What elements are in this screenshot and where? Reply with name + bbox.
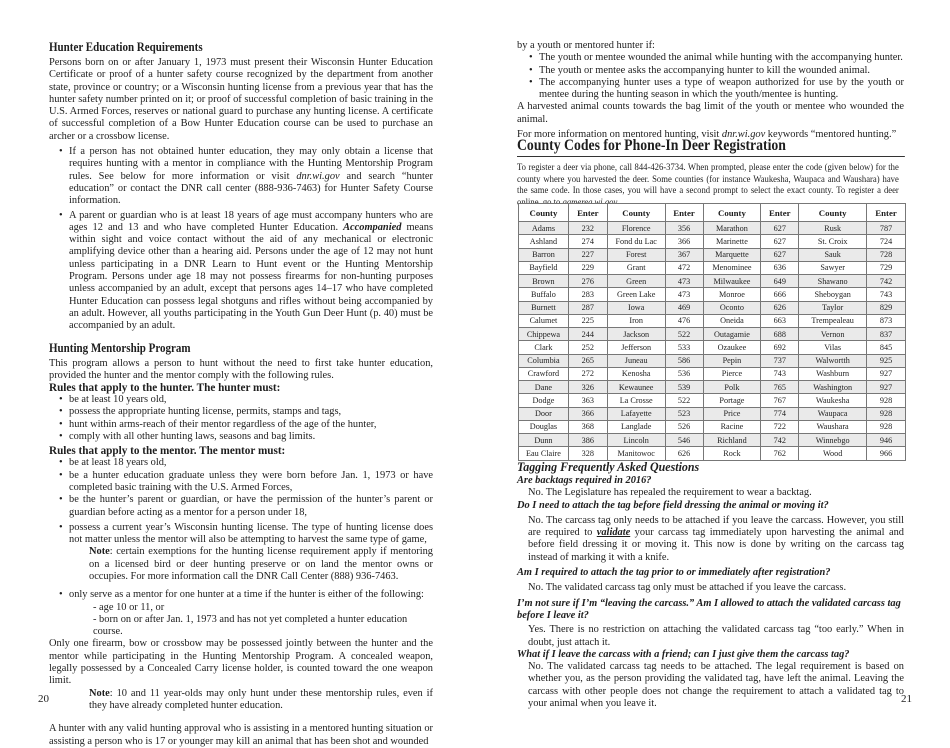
faq-question-4: I’m not sure if I’m “leaving the carcass.” Am I allowed to attach the validated carcass tag before I leave it?	[517, 597, 901, 621]
county-name-cell: Manitowoc	[607, 447, 665, 460]
county-name-cell: Waupaca	[799, 407, 867, 420]
county-name-cell: Shawano	[799, 275, 867, 288]
county-name-cell: Iowa	[607, 301, 665, 314]
mentor-sub-1: - age 10 or 11, or	[93, 601, 165, 613]
county-name-cell: Waukesha	[799, 394, 867, 407]
table-row	[519, 248, 906, 261]
county-name-cell: Menominee	[703, 261, 761, 274]
harvested-text: A harvested animal counts towards the bag limit of the youth or mentee who wounded the animal.	[517, 101, 904, 125]
more-info-text: For more information on mentored hunting, visit dnr.wi.gov keywords “mentored hunting.”	[517, 129, 897, 141]
county-name-cell: Forest	[607, 248, 665, 261]
faq-heading: Tagging Frequently Asked Questions	[517, 459, 700, 474]
county-code-cell: 472	[665, 261, 703, 274]
county-name-cell: Dunn	[519, 434, 569, 447]
county-name-cell: Oneida	[703, 314, 761, 327]
county-code-cell: 229	[568, 261, 607, 274]
county-name-cell: Juneau	[607, 354, 665, 367]
col-header-county: County	[607, 204, 665, 222]
table-row	[519, 447, 906, 460]
county-code-table	[518, 203, 906, 461]
county-name-cell: Sawyer	[799, 261, 867, 274]
mentor-rule: • be the hunter’s parent or guardian, or have the permission of the hunter’s parent or guardian before acting as a mentor for a person under 18,	[57, 494, 433, 519]
county-code-cell: 232	[568, 222, 607, 235]
table-row	[519, 434, 906, 447]
hunter-rules-title: Rules that apply to the hunter. The hunter must:	[49, 382, 281, 395]
county-name-cell: Douglas	[519, 420, 569, 433]
mentor-note-2: Note: 10 and 11 year-olds may only hunt under these mentorship rules, even if they have already completed hunter education.	[89, 687, 433, 711]
hunter-ed-bullet-2: • A parent or guardian who is at least 18 years of age must accompany hunters who are ages 12 and 13 and who have completed Hunter Education. Accompanied means within sight and voice contact without the aid of any mechanical or electronic amplifying device other than a hearing aid. Persons under the age of 12 may not hunt unless participating in a DNR Learn to Hunt event or the Hunting Mentorship Program. Persons under age 18 may not possess firearms for non-hunting purposes unless accompanied by an adult, except that persons ages 14–17 who have completed Hunter Education can possess legal shotguns and rifles without being accompanied by an adult. However, all youths participating in the Youth Gun Deer Hunt (p. 40) must be accompanied by an adult.	[57, 210, 433, 333]
cont-bullet: • The accompanying hunter uses a type of weapon authorized for use by the youth or mentee during the hunting season in which the youth/mentee is hunting.	[527, 77, 904, 102]
county-code-cell: 283	[568, 288, 607, 301]
county-code-cell: 925	[867, 354, 906, 367]
table-header-row	[519, 204, 906, 222]
table-row	[519, 354, 906, 367]
county-code-cell: 737	[761, 354, 799, 367]
county-code-cell: 522	[665, 328, 703, 341]
county-code-cell: 522	[665, 394, 703, 407]
faq-question-2: Do I need to attach the tag before field dressing the animal or moving it?	[517, 499, 829, 511]
county-name-cell: Eau Claire	[519, 447, 569, 460]
mentor-note-1: Note: certain exemptions for the hunting license requirement apply if mentoring on a licensed bird or deer hunting preserve or on land the mentor owns or occupies. For more information call the DNR Call Center (888) 936-7463.	[89, 546, 433, 582]
county-name-cell: St. Croix	[799, 235, 867, 248]
table-row	[519, 394, 906, 407]
county-code-cell: 626	[761, 301, 799, 314]
hunter-rule: • be at least 10 years old,	[57, 394, 433, 406]
county-name-cell: Oconto	[703, 301, 761, 314]
county-name-cell: Florence	[607, 222, 665, 235]
table-row	[519, 261, 906, 274]
cont-bullet: • The youth or mentee asks the accompanying hunter to kill the wounded animal.	[527, 65, 904, 77]
county-code-cell: 928	[867, 420, 906, 433]
county-code-cell: 829	[867, 301, 906, 314]
county-name-cell: Kewaunee	[607, 381, 665, 394]
county-name-cell: Green Lake	[607, 288, 665, 301]
county-code-cell: 742	[761, 434, 799, 447]
table-row	[519, 341, 906, 354]
county-code-cell: 252	[568, 341, 607, 354]
hunter-rule: • comply with all other hunting laws, seasons and bag limits.	[57, 431, 433, 443]
county-code-cell: 473	[665, 288, 703, 301]
county-name-cell: Dane	[519, 381, 569, 394]
county-code-cell: 722	[761, 420, 799, 433]
county-code-cell: 523	[665, 407, 703, 420]
county-name-cell: Marathon	[703, 222, 761, 235]
county-code-cell: 692	[761, 341, 799, 354]
county-name-cell: Clark	[519, 341, 569, 354]
mentor-heading: Hunting Mentorship Program	[49, 340, 191, 355]
county-name-cell: Richland	[703, 434, 761, 447]
county-name-cell: Winnebgo	[799, 434, 867, 447]
county-name-cell: Portage	[703, 394, 761, 407]
faq-question-5: What if I leave the carcass with a friend; can I just give them the carcass tag?	[517, 648, 850, 660]
faq-question-1: Are backtags required in 2016?	[517, 475, 652, 486]
county-name-cell: Crawford	[519, 367, 569, 380]
county-name-cell: Trempealeau	[799, 314, 867, 327]
county-code-cell: 366	[665, 235, 703, 248]
county-code-cell: 586	[665, 354, 703, 367]
county-code-cell: 272	[568, 367, 607, 380]
county-code-cell: 476	[665, 314, 703, 327]
county-code-cell: 765	[761, 381, 799, 394]
col-header-enter: Enter	[665, 204, 703, 222]
county-code-cell: 533	[665, 341, 703, 354]
county-code-cell: 688	[761, 328, 799, 341]
county-name-cell: Washburn	[799, 367, 867, 380]
page-number-left: 20	[38, 693, 49, 705]
county-code-cell: 386	[568, 434, 607, 447]
county-code-cell: 366	[568, 407, 607, 420]
mentor-rule-only-serve: • only serve as a mentor for one hunter at a time if the hunter is either of the following:	[57, 589, 433, 601]
county-code-cell: 767	[761, 394, 799, 407]
county-code-cell: 928	[867, 407, 906, 420]
county-code-cell: 627	[761, 222, 799, 235]
county-name-cell: Wood	[799, 447, 867, 460]
county-name-cell: Rusk	[799, 222, 867, 235]
county-code-cell: 546	[665, 434, 703, 447]
county-code-cell: 636	[761, 261, 799, 274]
county-code-cell: 328	[568, 447, 607, 460]
county-code-cell: 225	[568, 314, 607, 327]
col-header-enter: Enter	[867, 204, 906, 222]
county-code-cell: 287	[568, 301, 607, 314]
county-name-cell: Outagamie	[703, 328, 761, 341]
county-name-cell: Grant	[607, 261, 665, 274]
county-name-cell: Sheboygan	[799, 288, 867, 301]
county-name-cell: Walwortth	[799, 354, 867, 367]
county-name-cell: Fond du Lac	[607, 235, 665, 248]
county-code-cell: 265	[568, 354, 607, 367]
county-code-cell: 649	[761, 275, 799, 288]
county-name-cell: Taylor	[799, 301, 867, 314]
county-name-cell: Langlade	[607, 420, 665, 433]
county-name-cell: Burnett	[519, 301, 569, 314]
county-code-cell: 244	[568, 328, 607, 341]
faq-answer-4: Yes. There is no restriction on attaching the validated carcass tag “too early.” When in doubt, just attach it.	[528, 624, 904, 648]
county-code-cell: 728	[867, 248, 906, 261]
county-code-cell: 536	[665, 367, 703, 380]
county-code-cell: 724	[867, 235, 906, 248]
county-code-cell: 762	[761, 447, 799, 460]
county-code-cell: 627	[761, 248, 799, 261]
county-code-cell: 837	[867, 328, 906, 341]
county-code-cell: 927	[867, 381, 906, 394]
table-row	[519, 407, 906, 420]
hunter-rule: • hunt within arms-reach of their mentor regardless of the age of the hunter,	[57, 419, 433, 431]
county-name-cell: Lincoln	[607, 434, 665, 447]
county-name-cell: Dodge	[519, 394, 569, 407]
county-name-cell: Sauk	[799, 248, 867, 261]
county-name-cell: Marquette	[703, 248, 761, 261]
table-row	[519, 301, 906, 314]
hunter-ed-intro: Persons born on or after January 1, 1973 must present their Wisconsin Hunter Education Certificate or proof of a hunter safety course recognized by the department from another state, province or country; or a Wisconsin hunting license from a previous year that has the hunter safety number printed on it; or proof of successful completion of basic training in the U.S. Armed Forces, reserves or national guard to purchase any hunting license. A certificate of successful completion of a Bow Hunter Education course can be used to purchase an archer or a crossbow license.	[49, 57, 433, 142]
county-codes-intro: To register a deer via phone, call 844-426-3734. When prompted, please enter the code (given below) for the county where you harvested the deer. Some counties (for instance Waukesha, Waupaca and Waushara) have the same code. In those cases, you will have a second prompt to select the exact county. To register a deer	[517, 163, 899, 209]
county-name-cell: Vilas	[799, 341, 867, 354]
faq-question-3: Am I required to attach the tag prior to or immediately after registration?	[517, 567, 831, 579]
county-name-cell: Jefferson	[607, 341, 665, 354]
col-header-enter: Enter	[761, 204, 799, 222]
mentor-intro: This program allows a person to hunt without the need to first take hunter education, provided the hunter and the mentor comply with the following rules.	[49, 357, 433, 381]
county-code-cell: 743	[761, 367, 799, 380]
county-code-cell: 626	[665, 447, 703, 460]
assist-text: A hunter with any valid hunting approval who is assisting in a mentored hunting situation or assisting a person who is 17 or younger may kill an animal that has been shot and wounded	[49, 723, 433, 747]
faq-answer-1: No. The Legislature has repealed the requirement to wear a backtag.	[528, 487, 812, 499]
col-header-county: County	[799, 204, 867, 222]
col-header-county: County	[703, 204, 761, 222]
continued-line: by a youth or mentored hunter if:	[517, 40, 655, 51]
county-name-cell: Waushara	[799, 420, 867, 433]
county-code-cell: 368	[568, 420, 607, 433]
county-name-cell: Columbia	[519, 354, 569, 367]
county-code-cell: 227	[568, 248, 607, 261]
county-name-cell: Pierce	[703, 367, 761, 380]
table-row	[519, 222, 906, 235]
table-row	[519, 275, 906, 288]
page-number-right: 21	[901, 693, 912, 705]
mentor-sub-2: - born on or after Jan. 1, 1973 and has not yet completed a hunter education course.	[93, 613, 408, 638]
county-name-cell: Iron	[607, 314, 665, 327]
county-name-cell: Jackson	[607, 328, 665, 341]
mentor-rule: • be at least 18 years old,	[57, 457, 433, 469]
table-row	[519, 328, 906, 341]
dnr-link[interactable]: dnr.wi.gov	[721, 129, 766, 141]
county-name-cell: Vernon	[799, 328, 867, 341]
county-code-cell: 742	[867, 275, 906, 288]
county-name-cell: Racine	[703, 420, 761, 433]
table-row	[519, 314, 906, 327]
table-row	[519, 420, 906, 433]
county-code-cell: 966	[867, 447, 906, 460]
county-name-cell: La Crosse	[607, 394, 665, 407]
county-name-cell: Price	[703, 407, 761, 420]
county-name-cell: Green	[607, 275, 665, 288]
faq-answer-5: No. The validated carcass tag needs to be attached. The legal requirement is based on whether you, as the person providing the validated tag, have left the animal. Leaving the carcass with other people does not change the requirement to attach a validated tag to your animal when you leave it.	[528, 661, 904, 710]
county-name-cell: Pepin	[703, 354, 761, 367]
county-code-cell: 845	[867, 341, 906, 354]
county-code-cell: 276	[568, 275, 607, 288]
col-header-county: County	[519, 204, 569, 222]
county-code-cell: 274	[568, 235, 607, 248]
faq-answer-3: No. The validated carcass tag only must be attached if you leave the carcass.	[528, 582, 847, 594]
cont-bullet: • The youth or mentee wounded the animal while hunting with the accompanying hunter.	[527, 52, 904, 64]
county-name-cell: Washington	[799, 381, 867, 394]
county-code-cell: 946	[867, 434, 906, 447]
county-code-cell: 774	[761, 407, 799, 420]
county-code-cell: 663	[761, 314, 799, 327]
col-header-enter: Enter	[568, 204, 607, 222]
county-code-cell: 927	[867, 367, 906, 380]
county-code-cell: 367	[665, 248, 703, 261]
table-row	[519, 367, 906, 380]
county-code-cell: 356	[665, 222, 703, 235]
county-code-cell: 873	[867, 314, 906, 327]
county-code-cell: 787	[867, 222, 906, 235]
county-name-cell: Marinette	[703, 235, 761, 248]
county-code-cell: 666	[761, 288, 799, 301]
county-name-cell: Milwaukee	[703, 275, 761, 288]
county-code-cell: 729	[867, 261, 906, 274]
county-code-cell: 928	[867, 394, 906, 407]
table-row	[519, 288, 906, 301]
dnr-link[interactable]: dnr.wi.gov	[296, 170, 340, 182]
mentor-rules-title: Rules that apply to the mentor. The mentor must:	[49, 445, 286, 458]
county-name-cell: Rock	[703, 447, 761, 460]
county-code-cell: 363	[568, 394, 607, 407]
county-name-cell: Bayfield	[519, 261, 569, 274]
county-code-cell: 469	[665, 301, 703, 314]
county-name-cell: Buffalo	[519, 288, 569, 301]
county-name-cell: Brown	[519, 275, 569, 288]
county-name-cell: Chippewa	[519, 328, 569, 341]
county-code-cell: 326	[568, 381, 607, 394]
county-code-cell: 526	[665, 420, 703, 433]
table-row	[519, 381, 906, 394]
mentor-rule: • be a hunter education graduate unless they were born before Jan. 1, 1973 or have completed basic training with the U.S. Armed Forces,	[57, 470, 433, 495]
county-name-cell: Lafayette	[607, 407, 665, 420]
hunter-ed-heading: Hunter Education Requirements	[49, 40, 203, 54]
county-code-cell: 743	[867, 288, 906, 301]
faq-answer-2: No. The carcass tag only needs to be attached if you leave the carcass. However, you still are required to validate your carcass tag immediately upon harvesting the animal and before field dressing it or moving it. This now is done by writing on the carcass tag instead of marking it with a knife.	[528, 514, 904, 563]
mentor-rule: • possess a current year’s Wisconsin hunting license. The type of hunting license does not matter unless the mentor will also be attempting to harvest the same type of game,	[57, 522, 433, 547]
county-code-cell: 473	[665, 275, 703, 288]
county-code-cell: 627	[761, 235, 799, 248]
county-name-cell: Monroe	[703, 288, 761, 301]
county-name-cell: Ashland	[519, 235, 569, 248]
county-codes-heading: County Codes for Phone-In Deer Registration	[517, 137, 905, 157]
county-code-cell: 539	[665, 381, 703, 394]
county-name-cell: Adams	[519, 222, 569, 235]
county-name-cell: Door	[519, 407, 569, 420]
county-name-cell: Ozaukee	[703, 341, 761, 354]
county-name-cell: Calumet	[519, 314, 569, 327]
table-row	[519, 235, 906, 248]
county-name-cell: Kenosha	[607, 367, 665, 380]
county-name-cell: Barron	[519, 248, 569, 261]
one-weapon-text: Only one firearm, bow or crossbow may be possessed jointly between the hunter and the mentor while participating in the Hunting Mentorship Program. A concealed weapon, legally possessed by a Concealed Carry license holder, is counted toward the one weapon limit.	[49, 638, 433, 687]
hunter-ed-bullet-1: • If a person has not obtained hunter education, they may only obtain a license that requires hunting with a mentor in compliance with the Hunting Mentorship Program rules. See below for more information or visit dnr.wi.gov and search “hunter education” or contact the DNR call center (888-936-7463) for Hunter Safety Course information.	[57, 146, 433, 207]
county-name-cell: Polk	[703, 381, 761, 394]
hunter-rule: • possess the appropriate hunting license, permits, stamps and tags,	[57, 406, 433, 418]
